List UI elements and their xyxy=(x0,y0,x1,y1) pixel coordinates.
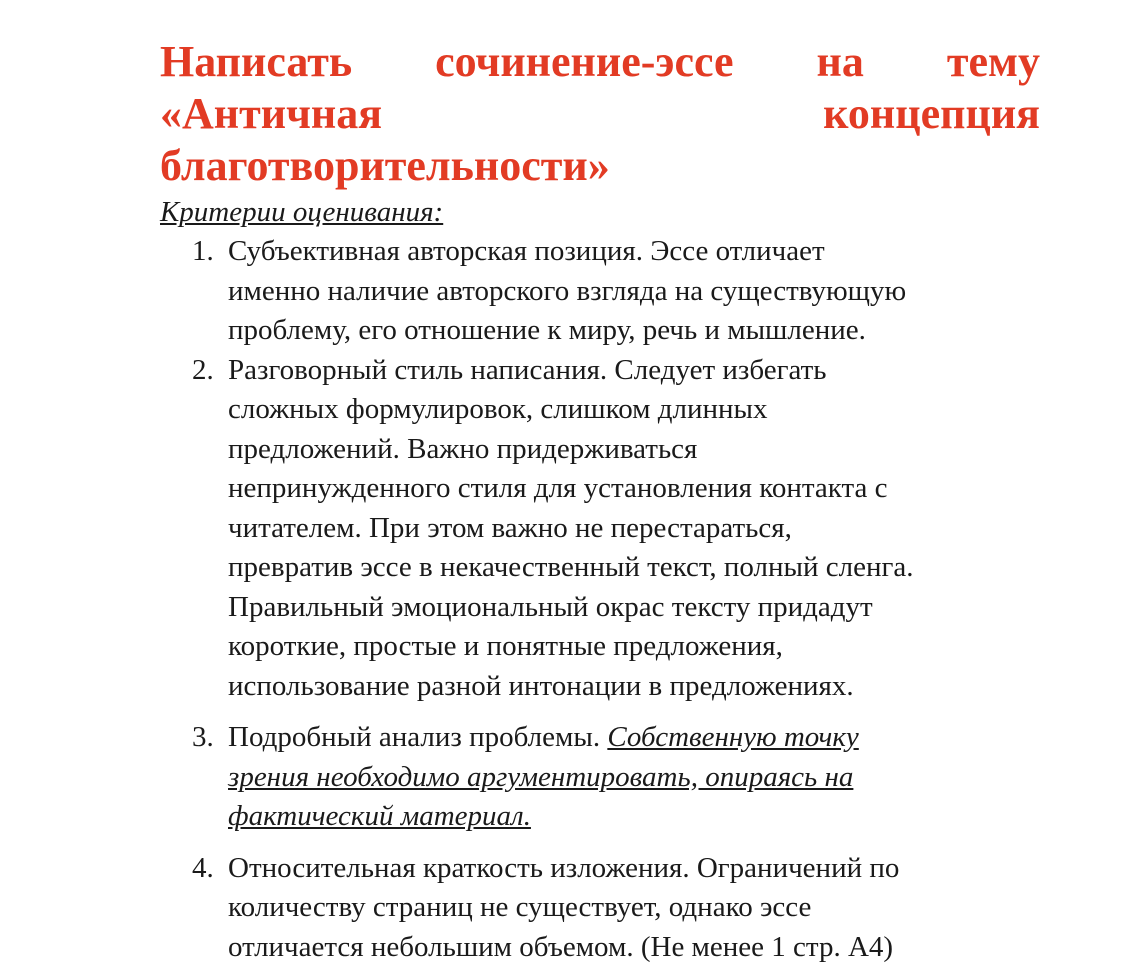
title-word: благотворительности» xyxy=(160,140,610,192)
criteria-number: 1. xyxy=(192,232,214,272)
criteria-line: предложений. Важно придерживаться xyxy=(228,430,1040,470)
criteria-line xyxy=(228,718,1040,758)
criteria-line: отличается небольшим объемом. (Не менее 1 стр. А4) xyxy=(228,928,1040,967)
task-title xyxy=(160,36,1040,192)
title-word: на xyxy=(817,36,864,88)
title-word: концепция xyxy=(823,88,1040,140)
criteria-item xyxy=(160,351,1040,707)
criteria-line: читателем. При этом важно не перестараться, xyxy=(228,509,1040,549)
criteria-line: Относительная краткость изложения. Ограничений по xyxy=(228,849,1040,889)
criteria-line: непринужденного стиля для установления контакта с xyxy=(228,469,1040,509)
criteria-item xyxy=(160,232,1040,351)
title-word: сочинение-эссе xyxy=(435,36,733,88)
title-word: тему xyxy=(947,36,1040,88)
criteria-heading: Критерии оценивания: xyxy=(160,194,1040,230)
criteria-list xyxy=(160,232,1040,967)
title-word: Написать xyxy=(160,36,352,88)
criteria-line: превратив эссе в некачественный текст, полный сленга. xyxy=(228,548,1040,588)
title-line-2 xyxy=(160,88,1040,140)
criteria-line: короткие, простые и понятные предложения, xyxy=(228,627,1040,667)
criteria-number: 3. xyxy=(192,718,214,758)
criteria-line: Разговорный стиль написания. Следует избегать xyxy=(228,351,1040,391)
criteria-line: проблему, его отношение к миру, речь и мышление. xyxy=(228,311,1040,351)
criteria-line: Правильный эмоциональный окрас тексту придадут xyxy=(228,588,1040,628)
criteria-line: сложных формулировок, слишком длинных xyxy=(228,390,1040,430)
title-line-1 xyxy=(160,36,1040,88)
criteria-line: именно наличие авторского взгляда на существующую xyxy=(228,272,1040,312)
criteria-line: количеству страниц не существует, однако эссе xyxy=(228,888,1040,928)
criteria-text: Подробный анализ проблемы. xyxy=(228,721,607,753)
title-word: «Античная xyxy=(160,88,382,140)
criteria-line: использование разной интонации в предложениях. xyxy=(228,667,1040,707)
emphasized-line: зрения необходимо аргументировать, опираясь на xyxy=(228,758,1040,798)
criteria-number: 2. xyxy=(192,351,214,391)
criteria-number: 4. xyxy=(192,849,214,889)
emphasized-text: Собственную точку xyxy=(607,721,858,753)
criteria-item xyxy=(160,849,1040,967)
document-page xyxy=(160,36,1040,967)
criteria-item xyxy=(160,718,1040,837)
emphasized-line: фактический материал. xyxy=(228,797,1040,837)
criteria-line: Субъективная авторская позиция. Эссе отличает xyxy=(228,232,1040,272)
title-line-3 xyxy=(160,140,1040,192)
